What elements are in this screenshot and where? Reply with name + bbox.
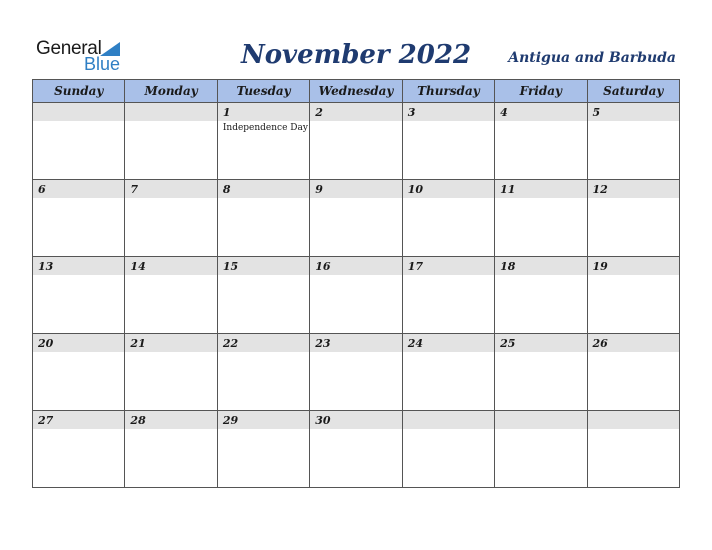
day-cell[interactable] bbox=[587, 334, 679, 411]
day-header-bar bbox=[125, 180, 216, 198]
day-header-bar bbox=[403, 411, 494, 429]
day-cell[interactable] bbox=[310, 334, 402, 411]
day-cell[interactable] bbox=[217, 334, 309, 411]
logo-text-general: General bbox=[36, 38, 102, 59]
day-cell[interactable] bbox=[33, 334, 125, 411]
day-number: 9 bbox=[315, 183, 323, 196]
day-cell[interactable] bbox=[495, 257, 587, 334]
day-cell[interactable] bbox=[125, 180, 217, 257]
day-number: 4 bbox=[500, 106, 508, 119]
day-number: 12 bbox=[592, 183, 608, 196]
day-number: 7 bbox=[130, 183, 139, 196]
logo-text-blue: Blue bbox=[84, 54, 121, 74]
day-cell[interactable] bbox=[495, 180, 587, 257]
day-cell[interactable] bbox=[310, 411, 402, 488]
day-cell[interactable] bbox=[495, 411, 587, 488]
day-number: 16 bbox=[315, 260, 331, 273]
day-cell[interactable] bbox=[402, 257, 494, 334]
day-header-bar bbox=[495, 103, 586, 121]
day-cell[interactable] bbox=[125, 334, 217, 411]
day-header-bar bbox=[125, 103, 216, 121]
weekday-tuesday: Tuesday bbox=[217, 80, 309, 103]
day-number: 6 bbox=[38, 183, 46, 196]
day-number: 20 bbox=[38, 337, 54, 350]
day-header-bar bbox=[310, 180, 401, 198]
day-cell[interactable] bbox=[587, 180, 679, 257]
day-number: 25 bbox=[500, 337, 516, 350]
day-cell[interactable] bbox=[33, 180, 125, 257]
day-cell[interactable] bbox=[310, 180, 402, 257]
day-cell[interactable] bbox=[402, 180, 494, 257]
day-header-bar bbox=[218, 180, 309, 198]
day-number: 1 bbox=[222, 106, 231, 119]
week-row bbox=[33, 334, 680, 411]
day-number: 15 bbox=[222, 260, 239, 273]
day-cell[interactable] bbox=[495, 103, 587, 180]
day-number: 3 bbox=[407, 106, 416, 119]
day-number: 13 bbox=[38, 260, 54, 273]
week-row bbox=[33, 103, 680, 180]
day-number: 28 bbox=[130, 414, 146, 427]
day-number: 17 bbox=[407, 260, 423, 273]
day-number: 18 bbox=[500, 260, 516, 273]
day-cell[interactable] bbox=[217, 411, 309, 488]
week-row bbox=[33, 411, 680, 488]
day-header-bar bbox=[310, 103, 401, 121]
day-header-bar bbox=[588, 411, 679, 429]
day-cell[interactable] bbox=[310, 257, 402, 334]
day-number: 8 bbox=[222, 183, 231, 196]
calendar-grid bbox=[32, 79, 680, 488]
country-name: Antigua and Barbuda bbox=[508, 50, 676, 66]
day-cell[interactable] bbox=[587, 257, 679, 334]
day-header-bar bbox=[495, 411, 586, 429]
weekday-friday: Friday bbox=[495, 80, 587, 103]
day-cell[interactable] bbox=[217, 103, 309, 180]
day-number: 22 bbox=[222, 337, 239, 350]
day-number: 2 bbox=[315, 106, 323, 119]
day-cell[interactable] bbox=[33, 411, 125, 488]
day-cell[interactable] bbox=[402, 334, 494, 411]
day-header-bar bbox=[218, 103, 309, 121]
weekday-wednesday: Wednesday bbox=[310, 80, 402, 103]
weekday-header-row bbox=[33, 80, 680, 103]
day-cell[interactable] bbox=[495, 334, 587, 411]
day-header-bar bbox=[33, 103, 124, 121]
day-number: 19 bbox=[592, 260, 608, 273]
day-number: 26 bbox=[592, 337, 608, 350]
day-cell[interactable] bbox=[33, 257, 125, 334]
day-cell[interactable] bbox=[125, 411, 217, 488]
day-header-bar bbox=[33, 180, 124, 198]
day-cell[interactable] bbox=[587, 103, 679, 180]
weekday-sunday: Sunday bbox=[33, 80, 125, 103]
calendar-title: November 2022 bbox=[240, 40, 472, 70]
day-header-bar bbox=[588, 103, 679, 121]
day-number: 21 bbox=[130, 337, 146, 350]
weekday-monday: Monday bbox=[125, 80, 217, 103]
day-cell[interactable] bbox=[125, 103, 217, 180]
day-cell[interactable] bbox=[587, 411, 679, 488]
week-row bbox=[33, 180, 680, 257]
day-number: 23 bbox=[315, 337, 331, 350]
day-cell[interactable] bbox=[402, 411, 494, 488]
day-cell[interactable] bbox=[125, 257, 217, 334]
day-number: 29 bbox=[222, 414, 239, 427]
day-number: 5 bbox=[592, 106, 601, 119]
weekday-thursday: Thursday bbox=[402, 80, 494, 103]
holiday-label: Independence Day bbox=[222, 123, 308, 133]
day-header-bar bbox=[403, 103, 494, 121]
day-cell[interactable] bbox=[217, 257, 309, 334]
day-number: 30 bbox=[315, 414, 331, 427]
day-cell[interactable] bbox=[310, 103, 402, 180]
weekday-saturday: Saturday bbox=[587, 80, 679, 103]
day-cell[interactable] bbox=[33, 103, 125, 180]
day-number: 11 bbox=[500, 183, 516, 196]
week-row bbox=[33, 257, 680, 334]
day-cell[interactable] bbox=[402, 103, 494, 180]
day-number: 14 bbox=[130, 260, 146, 273]
day-number: 27 bbox=[38, 414, 54, 427]
day-number: 10 bbox=[407, 183, 423, 196]
day-number: 24 bbox=[407, 337, 423, 350]
day-cell[interactable] bbox=[217, 180, 309, 257]
